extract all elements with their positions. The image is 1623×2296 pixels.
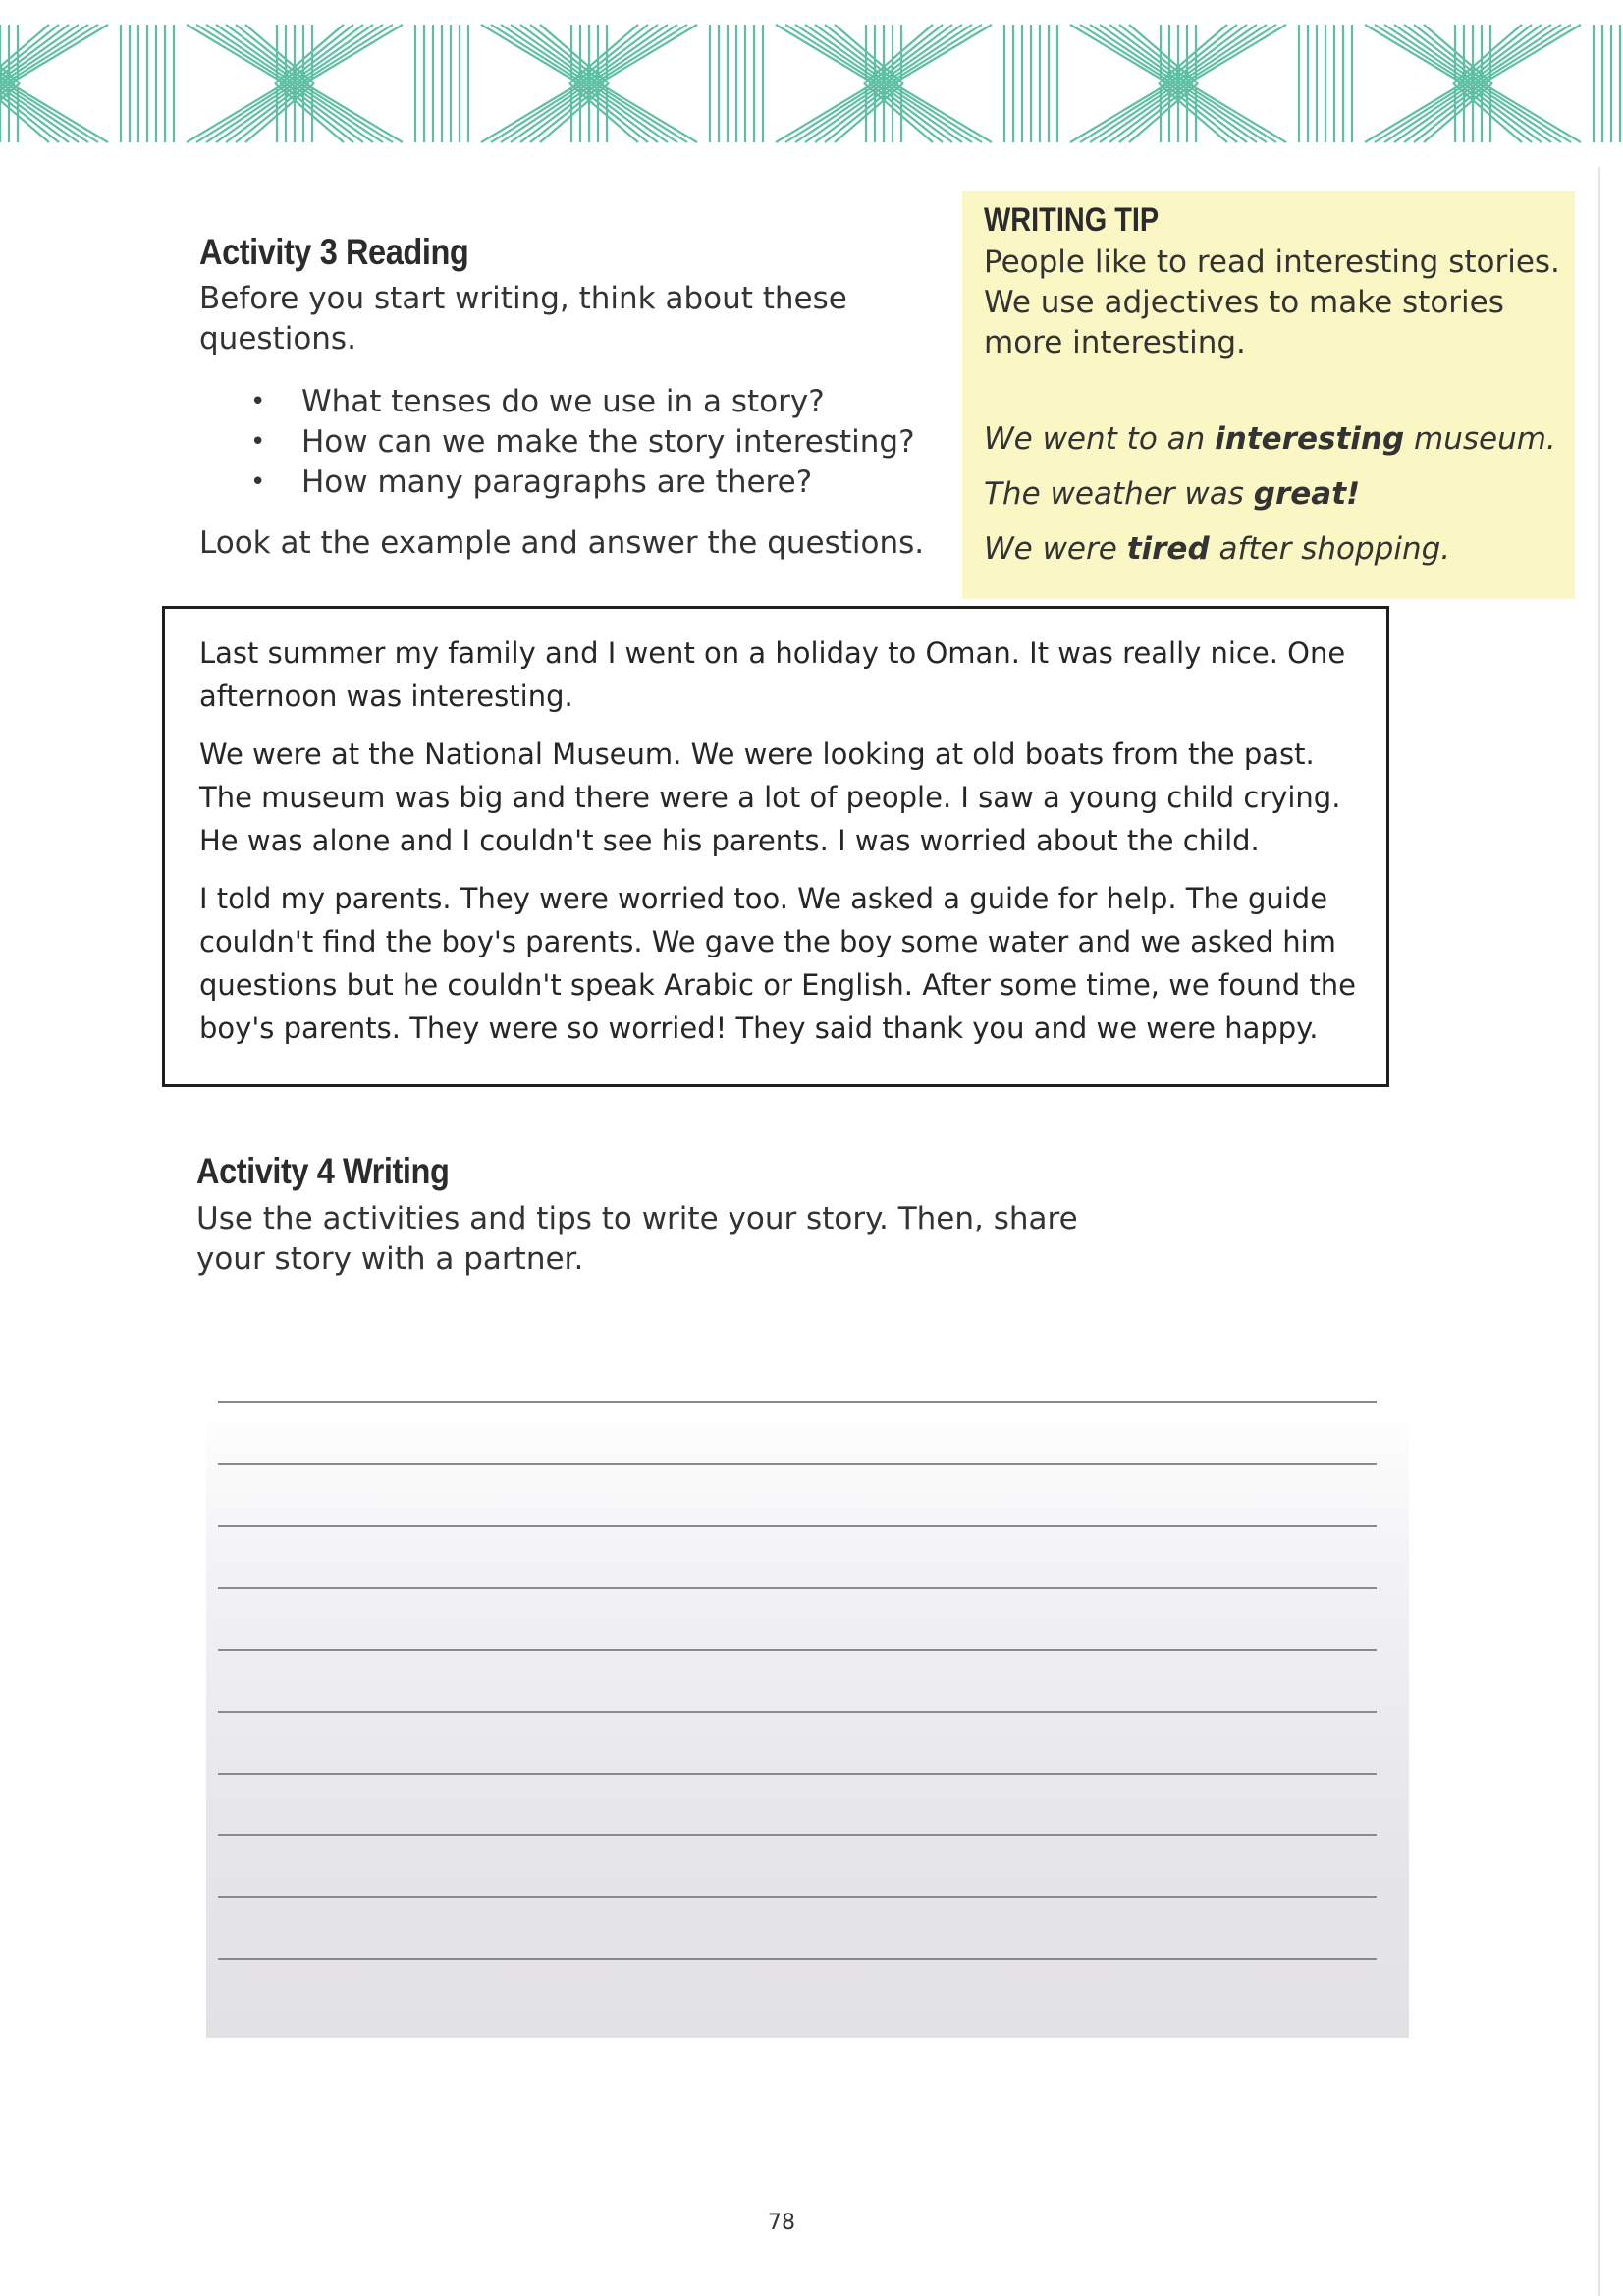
banner-stroke: [1468, 83, 1551, 142]
banner-stroke: [889, 25, 982, 83]
writing-area[interactable]: [206, 1375, 1409, 2038]
banner-stroke: [1070, 83, 1168, 142]
banner-stroke: [599, 25, 697, 83]
banner-stroke: [491, 25, 584, 83]
banner-stroke: [594, 25, 687, 83]
writing-line[interactable]: [218, 1525, 1377, 1527]
banner-stroke: [5, 25, 98, 83]
banner-stroke: [299, 25, 393, 83]
banner-stroke: [893, 83, 992, 142]
banner-stroke: [869, 83, 943, 142]
activity-3-outro: Look at the example and answer the questions.: [199, 525, 925, 561]
question-item: • What tenses do we use in a story?: [250, 382, 915, 422]
banner-stroke: [10, 25, 108, 83]
banner-stroke: [216, 25, 299, 83]
banner-stroke: [574, 25, 648, 83]
writing-line[interactable]: [218, 1649, 1377, 1651]
page-number: 78: [768, 2211, 795, 2235]
adjective: great!: [1253, 476, 1361, 512]
banner-stroke: [584, 83, 668, 142]
writing-tip-title: WRITING TIP: [984, 201, 1160, 239]
writing-tip-text: People like to read interesting stories. We use adjectives to make stories more interesting.: [984, 245, 1560, 360]
activity-3-intro: Before you start writing, think about these questions.: [199, 281, 847, 356]
writing-tip-example: We went to an interesting museum.: [984, 421, 1556, 457]
banner-stroke: [511, 83, 594, 142]
banner-stroke: [491, 83, 584, 142]
banner-stroke: [511, 25, 594, 83]
banner-stroke: [10, 83, 108, 142]
story-paragraph: Last summer my family and I went on a holiday to Oman. It was really nice. One afternoon was interesting.: [199, 636, 1346, 713]
activity-3-title: Activity 3 Reading: [199, 232, 469, 272]
writing-line[interactable]: [218, 1401, 1377, 1403]
banner-stroke: [299, 83, 393, 142]
activity-3-questions: [250, 382, 915, 503]
banner-stroke: [1173, 25, 1257, 83]
banner-stroke: [594, 83, 687, 142]
writing-line[interactable]: [218, 1463, 1377, 1465]
example-story-box: [162, 606, 1389, 1087]
banner-stroke: [1163, 83, 1237, 142]
writing-tip-example: The weather was great!: [984, 476, 1361, 512]
banner-stroke: [1163, 25, 1237, 83]
adjective: interesting: [1215, 421, 1405, 457]
banner-stroke: [1468, 25, 1551, 83]
banner-stroke: [196, 25, 290, 83]
banner-stroke: [889, 83, 982, 142]
banner-stroke: [1483, 25, 1581, 83]
banner-stroke: [280, 83, 353, 142]
banner-stroke: [280, 25, 353, 83]
banner-stroke: [1183, 83, 1276, 142]
banner-stroke: [869, 25, 943, 83]
question-item: • How can we make the story interesting?: [250, 422, 915, 463]
question-item: • How many paragraphs are there?: [250, 463, 915, 503]
banner-stroke: [1080, 83, 1173, 142]
banner-stroke: [304, 25, 403, 83]
decorative-banner: [0, 0, 1623, 157]
banner-stroke: [1100, 83, 1183, 142]
banner-stroke: [187, 25, 285, 83]
banner-stroke: [1394, 83, 1478, 142]
banner-stroke: [5, 83, 98, 142]
activity-4-instructions: Use the activities and tips to write your story. Then, share your story with a partner.: [196, 1201, 1078, 1277]
writing-line[interactable]: [218, 1896, 1377, 1898]
writing-tip-example: We were tired after shopping.: [984, 531, 1451, 567]
banner-stroke: [1478, 25, 1571, 83]
banner-stroke: [879, 83, 962, 142]
banner-stroke: [304, 83, 403, 142]
banner-stroke: [1080, 25, 1173, 83]
banner-stroke: [1375, 83, 1468, 142]
writing-line[interactable]: [218, 1958, 1377, 1960]
banner-stroke: [584, 25, 668, 83]
banner-stroke: [187, 83, 285, 142]
banner-stroke: [1394, 25, 1478, 83]
banner-stroke: [805, 25, 889, 83]
banner-stroke: [1070, 25, 1168, 83]
banner-stroke: [1365, 25, 1463, 83]
banner-stroke: [1478, 83, 1571, 142]
banner-stroke: [216, 83, 299, 142]
banner-stroke: [776, 83, 874, 142]
banner-stroke: [1365, 83, 1463, 142]
banner-stroke: [1183, 25, 1276, 83]
banner-stroke: [1188, 83, 1286, 142]
banner-stroke: [893, 25, 992, 83]
banner-stroke: [1173, 83, 1257, 142]
banner-stroke: [1375, 25, 1468, 83]
banner-stroke: [290, 25, 373, 83]
banner-stroke: [805, 83, 889, 142]
banner-stroke: [1458, 83, 1532, 142]
banner-stroke: [1483, 83, 1581, 142]
banner-stroke: [290, 83, 373, 142]
writing-line[interactable]: [218, 1587, 1377, 1589]
banner-stroke: [1100, 25, 1183, 83]
writing-line[interactable]: [218, 1834, 1377, 1836]
adjective: tired: [1126, 531, 1210, 567]
writing-line[interactable]: [218, 1711, 1377, 1713]
banner-stroke: [481, 83, 579, 142]
banner-stroke: [574, 83, 648, 142]
banner-stroke: [1188, 25, 1286, 83]
banner-stroke: [599, 83, 697, 142]
banner-stroke: [196, 83, 290, 142]
banner-stroke: [1458, 25, 1532, 83]
banner-stroke: [785, 83, 879, 142]
story-paragraph: We were at the National Museum. We were looking at old boats from the past. The museum was big and there were a lot of people. I saw a young child crying. He was alone and I couldn't see his parents. I was worried about the child.: [199, 738, 1341, 857]
story-paragraph: I told my parents. They were worried too. We asked a guide for help. The guide couldn't find the boy's parents. We gave the boy some water and we asked him questions but he couldn't speak Arabic or English. After some time, we found the boy's parents. They were so worried! They said thank you and we were happy.: [199, 882, 1356, 1045]
banner-stroke: [785, 25, 879, 83]
writing-line[interactable]: [218, 1773, 1377, 1775]
page-edge: [1598, 167, 1600, 2296]
writing-area-shading: [206, 1404, 1409, 2038]
activity-4-title: Activity 4 Writing: [196, 1151, 450, 1191]
writing-tip-box: [962, 191, 1575, 599]
banner-stroke: [481, 25, 579, 83]
banner-stroke: [879, 25, 962, 83]
banner-stroke: [776, 25, 874, 83]
